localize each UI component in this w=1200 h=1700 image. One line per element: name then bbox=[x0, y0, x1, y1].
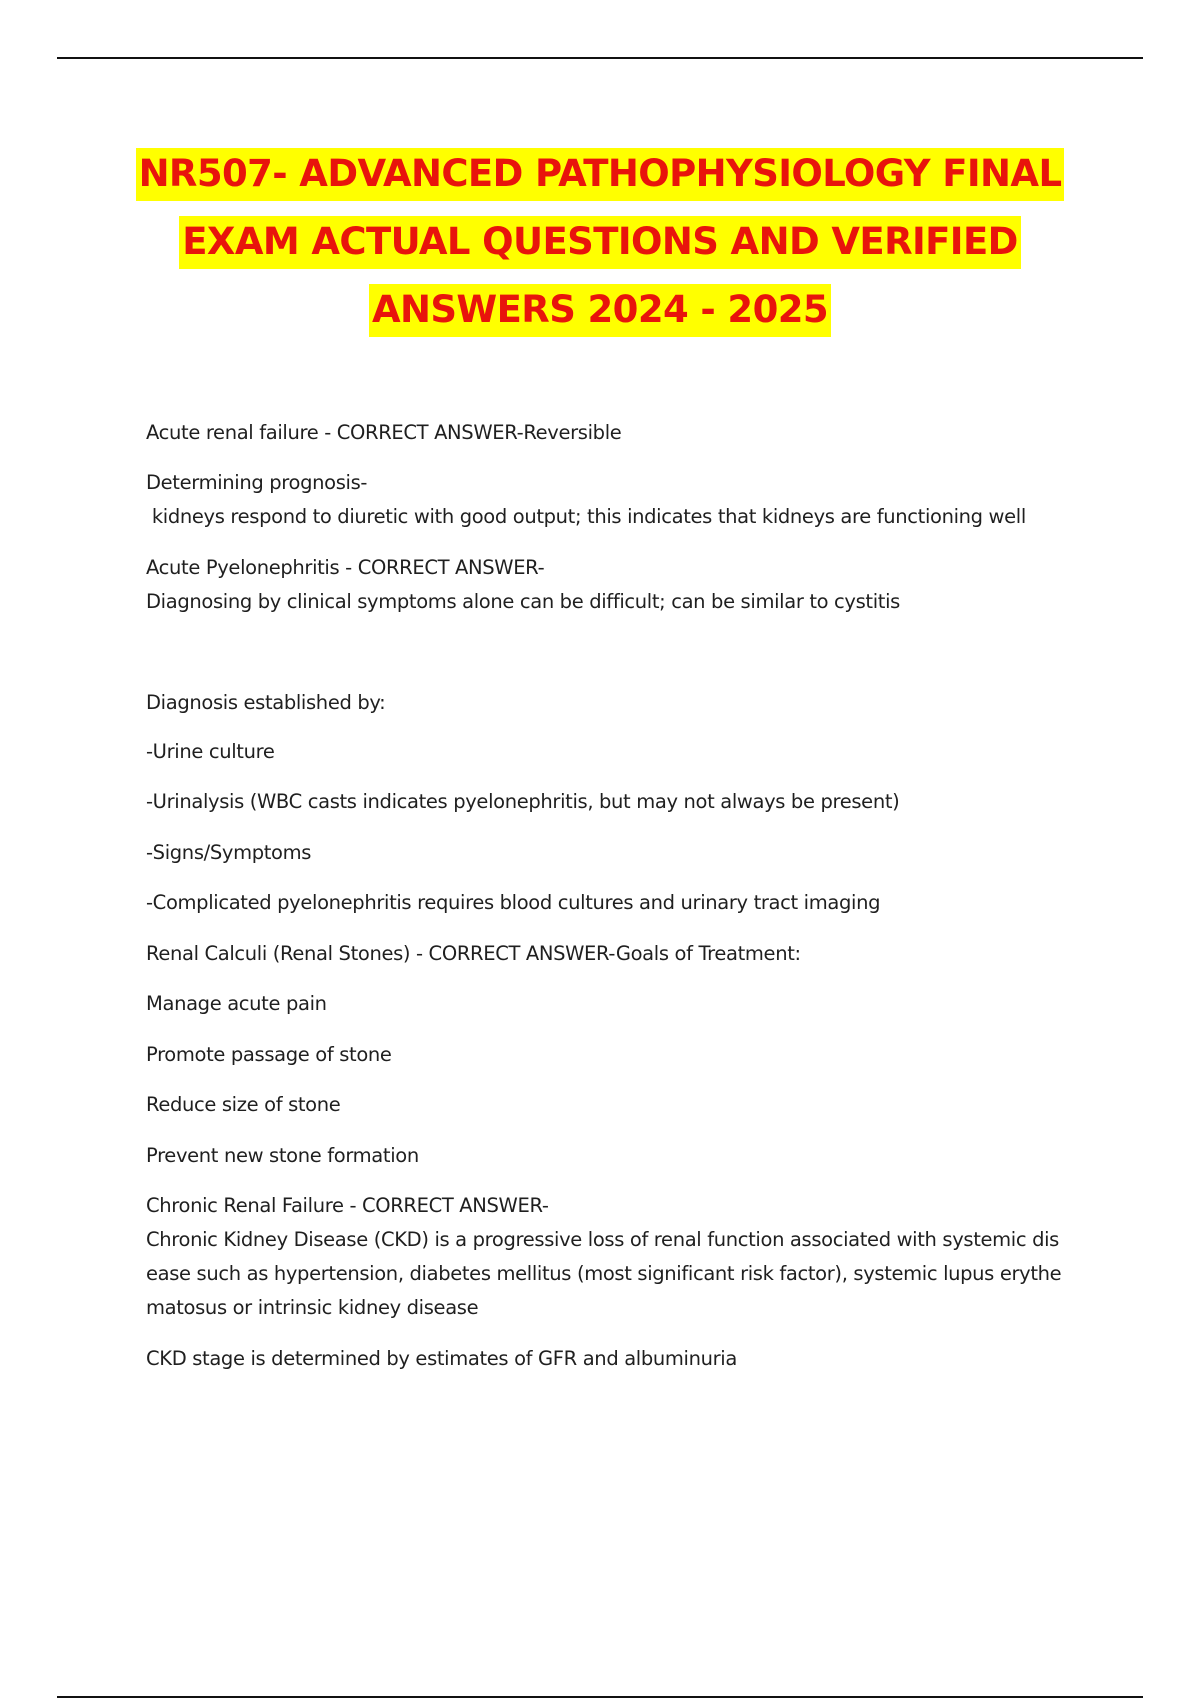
body-line: Acute renal failure - CORRECT ANSWER-Reversible bbox=[146, 421, 622, 444]
title-line-2: EXAM ACTUAL QUESTIONS AND VERIFIED bbox=[57, 208, 1143, 276]
document-title bbox=[57, 140, 1143, 344]
body-line: -Urine culture bbox=[146, 740, 275, 763]
body-line: Acute Pyelonephritis - CORRECT ANSWER- bbox=[146, 556, 545, 579]
body-line: -Complicated pyelonephritis requires blood cultures and urinary tract imaging bbox=[146, 891, 881, 914]
body-line: Chronic Renal Failure - CORRECT ANSWER- bbox=[146, 1194, 549, 1217]
body-line: Prevent new stone formation bbox=[146, 1144, 419, 1167]
bottom-divider bbox=[57, 1696, 1143, 1698]
body-line: Reduce size of stone bbox=[146, 1093, 341, 1116]
top-divider bbox=[57, 57, 1143, 59]
body-line: ease such as hypertension, diabetes mellitus (most significant risk factor), systemic lupus erythe bbox=[146, 1262, 1062, 1285]
body-line: Chronic Kidney Disease (CKD) is a progressive loss of renal function associated with systemic dis bbox=[146, 1228, 1059, 1251]
body-line: -Urinalysis (WBC casts indicates pyelonephritis, but may not always be present) bbox=[146, 790, 900, 813]
body-line: Renal Calculi (Renal Stones) - CORRECT ANSWER-Goals of Treatment: bbox=[146, 942, 801, 965]
body-line: Diagnosing by clinical symptoms alone can be difficult; can be similar to cystitis bbox=[146, 590, 900, 613]
body-line: Determining prognosis- bbox=[146, 471, 368, 494]
body-line: Promote passage of stone bbox=[146, 1043, 392, 1066]
title-line-1: NR507- ADVANCED PATHOPHYSIOLOGY FINAL bbox=[57, 140, 1143, 208]
body-line: matosus or intrinsic kidney disease bbox=[146, 1296, 479, 1319]
body-line: CKD stage is determined by estimates of GFR and albuminuria bbox=[146, 1347, 737, 1370]
body-line: Diagnosis established by: bbox=[146, 691, 386, 714]
body-line: kidneys respond to diuretic with good output; this indicates that kidneys are functioning well bbox=[146, 505, 1026, 528]
body-line: -Signs/Symptoms bbox=[146, 841, 312, 864]
body-line: Manage acute pain bbox=[146, 992, 327, 1015]
title-line-3: ANSWERS 2024 - 2025 bbox=[57, 276, 1143, 344]
